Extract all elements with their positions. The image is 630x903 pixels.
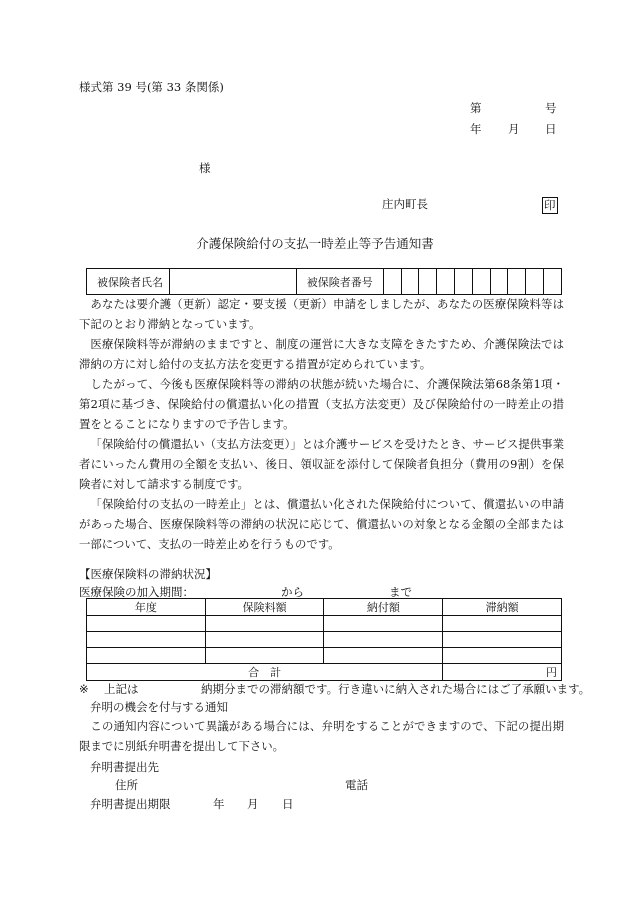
insured-number-digit[interactable] <box>472 269 490 295</box>
note-text: 納期分までの滞納額です。行き違いに納入された場合にはご了承願います。 <box>201 682 591 696</box>
insured-number-digit[interactable] <box>544 269 562 295</box>
destination-label: 弁明書提出先 <box>90 760 159 774</box>
deadline-year: 年 <box>213 797 225 811</box>
form-number: 様式第 39 号(第 33 条関係) <box>79 80 224 94</box>
table-cell[interactable] <box>324 648 443 664</box>
insured-number-digit[interactable] <box>383 269 401 295</box>
insured-number-digit[interactable] <box>401 269 419 295</box>
arrears-section-title: 【医療保険料の滞納状況】 <box>79 567 217 581</box>
insured-number-digit[interactable] <box>454 269 472 295</box>
seal-stamp <box>542 194 558 214</box>
arrears-header-row <box>87 599 562 616</box>
total-currency: 円 <box>443 664 562 681</box>
hearing-heading: 弁明の機会を付与する通知 <box>90 700 228 714</box>
insured-name-label: 被保険者氏名 <box>87 269 170 295</box>
body-paragraph-2: 医療保険料等が滞納のままですと、制度の運営に大きな支障をきたすため、介護保険法では滞納の方に対し給付の支払方法を変更する措置が定められています。 <box>79 337 564 371</box>
insured-number-digit[interactable] <box>490 269 508 295</box>
body-paragraph-5: 「保険給付の支払の一時差止」とは、償還払い化された保険給付について、償還払いの申請があった場合、医療保険料等の滞納の状況に応じて、償還払いの対象となる金額の全部または一部について、支払の一時差止めを行うものです。 <box>79 497 564 551</box>
table-cell[interactable] <box>205 616 324 632</box>
deadline-label: 弁明書提出期限 <box>90 797 171 811</box>
note-mark: ※ <box>79 682 89 696</box>
body-paragraph-4: 「保険給付の償還払い（支払方法変更）」とは介護サービスを受けたとき、サービス提供事業者にいったん費用の全額を支払い、後日、領収証を添付して保険者負担分（費用の9割）を保険者に対して請求する制度です。 <box>79 437 564 491</box>
issuer: 庄内町長 <box>382 197 428 211</box>
recipient-suffix: 様 <box>199 161 211 175</box>
insured-number-digit[interactable] <box>526 269 544 295</box>
table-cell[interactable] <box>324 616 443 632</box>
insured-number-digit[interactable] <box>437 269 455 295</box>
column-header-premium: 保険料額 <box>205 599 324 616</box>
date-year: 年 <box>470 122 482 136</box>
doc-number-prefix: 第 <box>470 101 482 115</box>
enrollment-period-to: まで <box>389 585 412 599</box>
table-cell[interactable] <box>205 648 324 664</box>
total-row <box>87 664 562 681</box>
enrollment-period-label: 医療保険の加入期間： <box>79 585 194 599</box>
column-header-arrears: 滞納額 <box>443 599 562 616</box>
insured-name-cell[interactable] <box>169 269 296 295</box>
insured-number-digit[interactable] <box>508 269 526 295</box>
hearing-text: この通知内容について異議がある場合には、弁明をすることができますので、下記の提出期限までに別紙弁明書を提出して下さい。 <box>79 719 564 753</box>
total-label: 合 計 <box>87 664 443 681</box>
table-row <box>87 648 562 664</box>
date-day: 日 <box>545 122 557 136</box>
body-paragraph-3: したがって、今後も医療保険料等の滞納の状態が続いた場合に、介護保険法第68条第1項・第2項に基づき、保険給付の償還払い化の措置（支払方法変更）及び保険給付の一時差止の措置をとることになりますので予告します。 <box>79 377 564 431</box>
table-cell[interactable] <box>443 632 562 648</box>
column-header-year: 年度 <box>87 599 206 616</box>
table-cell[interactable] <box>324 632 443 648</box>
document-title: 介護保険給付の支払一時差止等予告通知書 <box>196 236 434 251</box>
table-cell[interactable] <box>87 632 206 648</box>
column-header-paid: 納付額 <box>324 599 443 616</box>
body-paragraph-1: あなたは要介護（更新）認定・要支援（更新）申請をしましたが、あなたの医療保険料等は下記のとおり滞納となっています。 <box>79 297 564 331</box>
date-month: 月 <box>508 122 520 136</box>
table-cell[interactable] <box>443 616 562 632</box>
enrollment-period-from: から <box>281 585 304 599</box>
table-cell[interactable] <box>205 632 324 648</box>
insured-number-label: 被保険者番号 <box>296 269 383 295</box>
deadline-day: 日 <box>282 797 294 811</box>
seal-label: 印 <box>544 198 556 212</box>
table-row <box>87 632 562 648</box>
table-row <box>87 616 562 632</box>
address-label: 住所 <box>115 778 138 792</box>
table-cell[interactable] <box>87 648 206 664</box>
doc-number-suffix: 号 <box>545 101 557 115</box>
arrears-table <box>86 598 562 681</box>
table-cell[interactable] <box>87 616 206 632</box>
deadline-month: 月 <box>247 797 259 811</box>
insured-info-table <box>86 268 562 295</box>
table-cell[interactable] <box>443 648 562 664</box>
insured-number-digit[interactable] <box>419 269 437 295</box>
note-prefix: 上記は <box>104 682 139 696</box>
phone-label: 電話 <box>345 778 368 792</box>
